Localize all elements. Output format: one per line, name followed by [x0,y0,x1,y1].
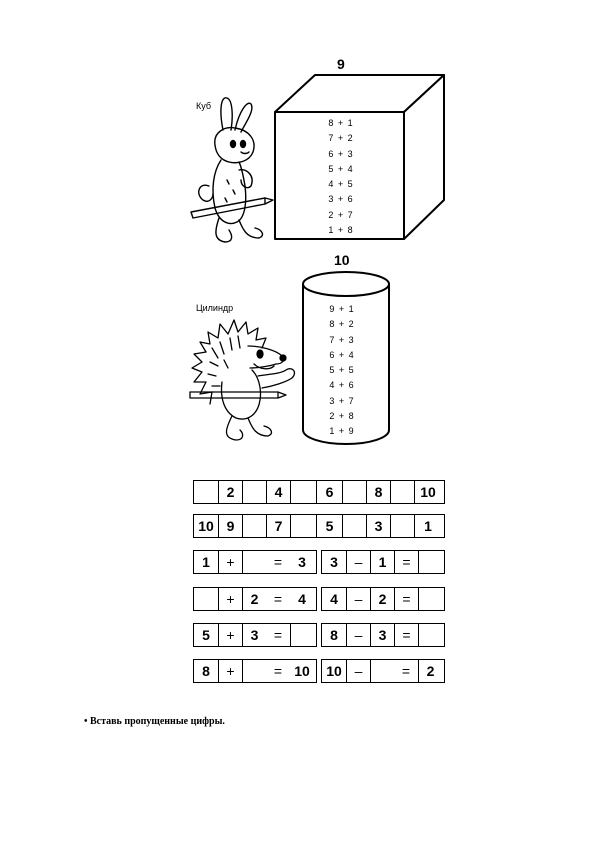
expression: 2 + 8 [329,411,355,422]
addition-equation [193,550,317,574]
cylinder-label: Цилиндр [196,303,234,313]
sequence-cell[interactable]: 1 [414,515,441,537]
sequence-cell[interactable]: 4 [266,481,290,503]
sequence-cell[interactable]: 5 [316,515,342,537]
sequence-cell[interactable] [242,515,266,537]
equation-cell[interactable]: 5 [202,627,210,643]
operator-cell: = [394,624,418,646]
expression: 6 + 4 [329,349,355,360]
sequence-cell[interactable]: 10 [198,518,214,534]
operator-cell: + [218,624,242,646]
operator-cell: = [394,588,418,610]
equation-cell[interactable]: 1 [370,551,394,573]
expression: 8 + 1 [328,118,354,128]
equation-cell[interactable]: 2 [418,660,442,682]
subtraction-equation [321,623,445,647]
expression: 3 + 7 [329,395,355,406]
equation-cell[interactable] [242,551,266,573]
sequence-cell[interactable] [390,515,414,537]
operator-cell: – [346,551,370,573]
cube-expression-list [306,116,376,238]
expression: 5 + 5 [329,365,355,376]
expression: 7 + 3 [329,334,355,345]
operator-cell: = [273,627,283,643]
expression: 9 + 1 [329,304,355,314]
equation-cell[interactable] [242,660,266,682]
addition-equation [193,659,317,683]
equation-cell[interactable]: 4 [298,591,306,607]
sequence-cell[interactable] [342,515,366,537]
expression: 5 + 4 [328,163,354,174]
expression: 4 + 6 [329,380,355,391]
equation-cell[interactable] [418,551,442,573]
bunny-illustration [185,90,275,250]
addition-equation [193,587,317,611]
expression: 3 + 6 [328,194,354,205]
cube-number: 9 [337,56,345,72]
operator-cell: = [273,554,283,570]
operator-cell: = [273,663,283,679]
operator-cell: – [346,660,370,682]
equation-cell[interactable] [290,624,314,646]
sequence-cell[interactable]: 8 [366,481,390,503]
equation-cell[interactable] [418,588,442,610]
number-sequence-row [193,514,445,538]
expression: 6 + 3 [328,148,354,159]
expression: 7 + 2 [328,133,354,144]
equation-cell[interactable]: 3 [298,554,306,570]
subtraction-equation [321,550,445,574]
cylinder-expression-list [307,302,377,440]
sequence-cell[interactable]: 3 [366,515,390,537]
equation-cell[interactable] [194,588,218,610]
cube-label: Куб [196,101,211,111]
equation-cell[interactable] [418,624,442,646]
equation-cell[interactable]: 4 [330,591,338,607]
expression: 1 + 8 [328,225,354,236]
equation-cell[interactable]: 8 [330,627,338,643]
sequence-cell[interactable] [290,481,316,503]
hedgehog-illustration [186,312,298,447]
expression: 4 + 5 [328,179,354,190]
operator-cell: = [401,663,411,679]
subtraction-equation [321,587,445,611]
equation-cell[interactable]: 2 [370,588,394,610]
sequence-cell[interactable]: 6 [316,481,342,503]
expression: 2 + 7 [328,209,354,220]
equation-cell[interactable]: 10 [294,663,310,679]
addition-equation [193,623,317,647]
sequence-cell[interactable]: 2 [218,481,242,503]
operator-cell: = [394,551,418,573]
sequence-cell[interactable]: 9 [218,515,242,537]
equation-cell[interactable]: 8 [202,663,210,679]
sequence-cell[interactable] [390,481,414,503]
instruction-text: • Вставь пропущенные цифры. [84,716,225,727]
sequence-cell[interactable] [242,481,266,503]
operator-cell: + [218,660,242,682]
expression: 8 + 2 [329,319,355,330]
sequence-cell[interactable]: 10 [414,481,441,503]
operator-cell: = [273,591,283,607]
sequence-cell[interactable] [290,515,316,537]
sequence-cell[interactable] [342,481,366,503]
number-sequence-row [193,480,445,504]
sequence-cell[interactable]: 7 [266,515,290,537]
cylinder-number: 10 [334,252,350,268]
equation-cell[interactable]: 3 [242,624,266,646]
operator-cell: + [218,551,242,573]
subtraction-equation [321,659,445,683]
sequence-cell[interactable] [194,481,218,503]
operator-cell: + [218,588,242,610]
equation-cell[interactable]: 2 [242,588,266,610]
equation-cell[interactable]: 10 [326,663,342,679]
equation-cell[interactable] [370,660,394,682]
equation-cell[interactable]: 3 [370,624,394,646]
equation-cell[interactable]: 1 [202,554,210,570]
operator-cell: – [346,588,370,610]
operator-cell: – [346,624,370,646]
expression: 1 + 9 [329,426,355,437]
equation-cell[interactable]: 3 [330,554,338,570]
